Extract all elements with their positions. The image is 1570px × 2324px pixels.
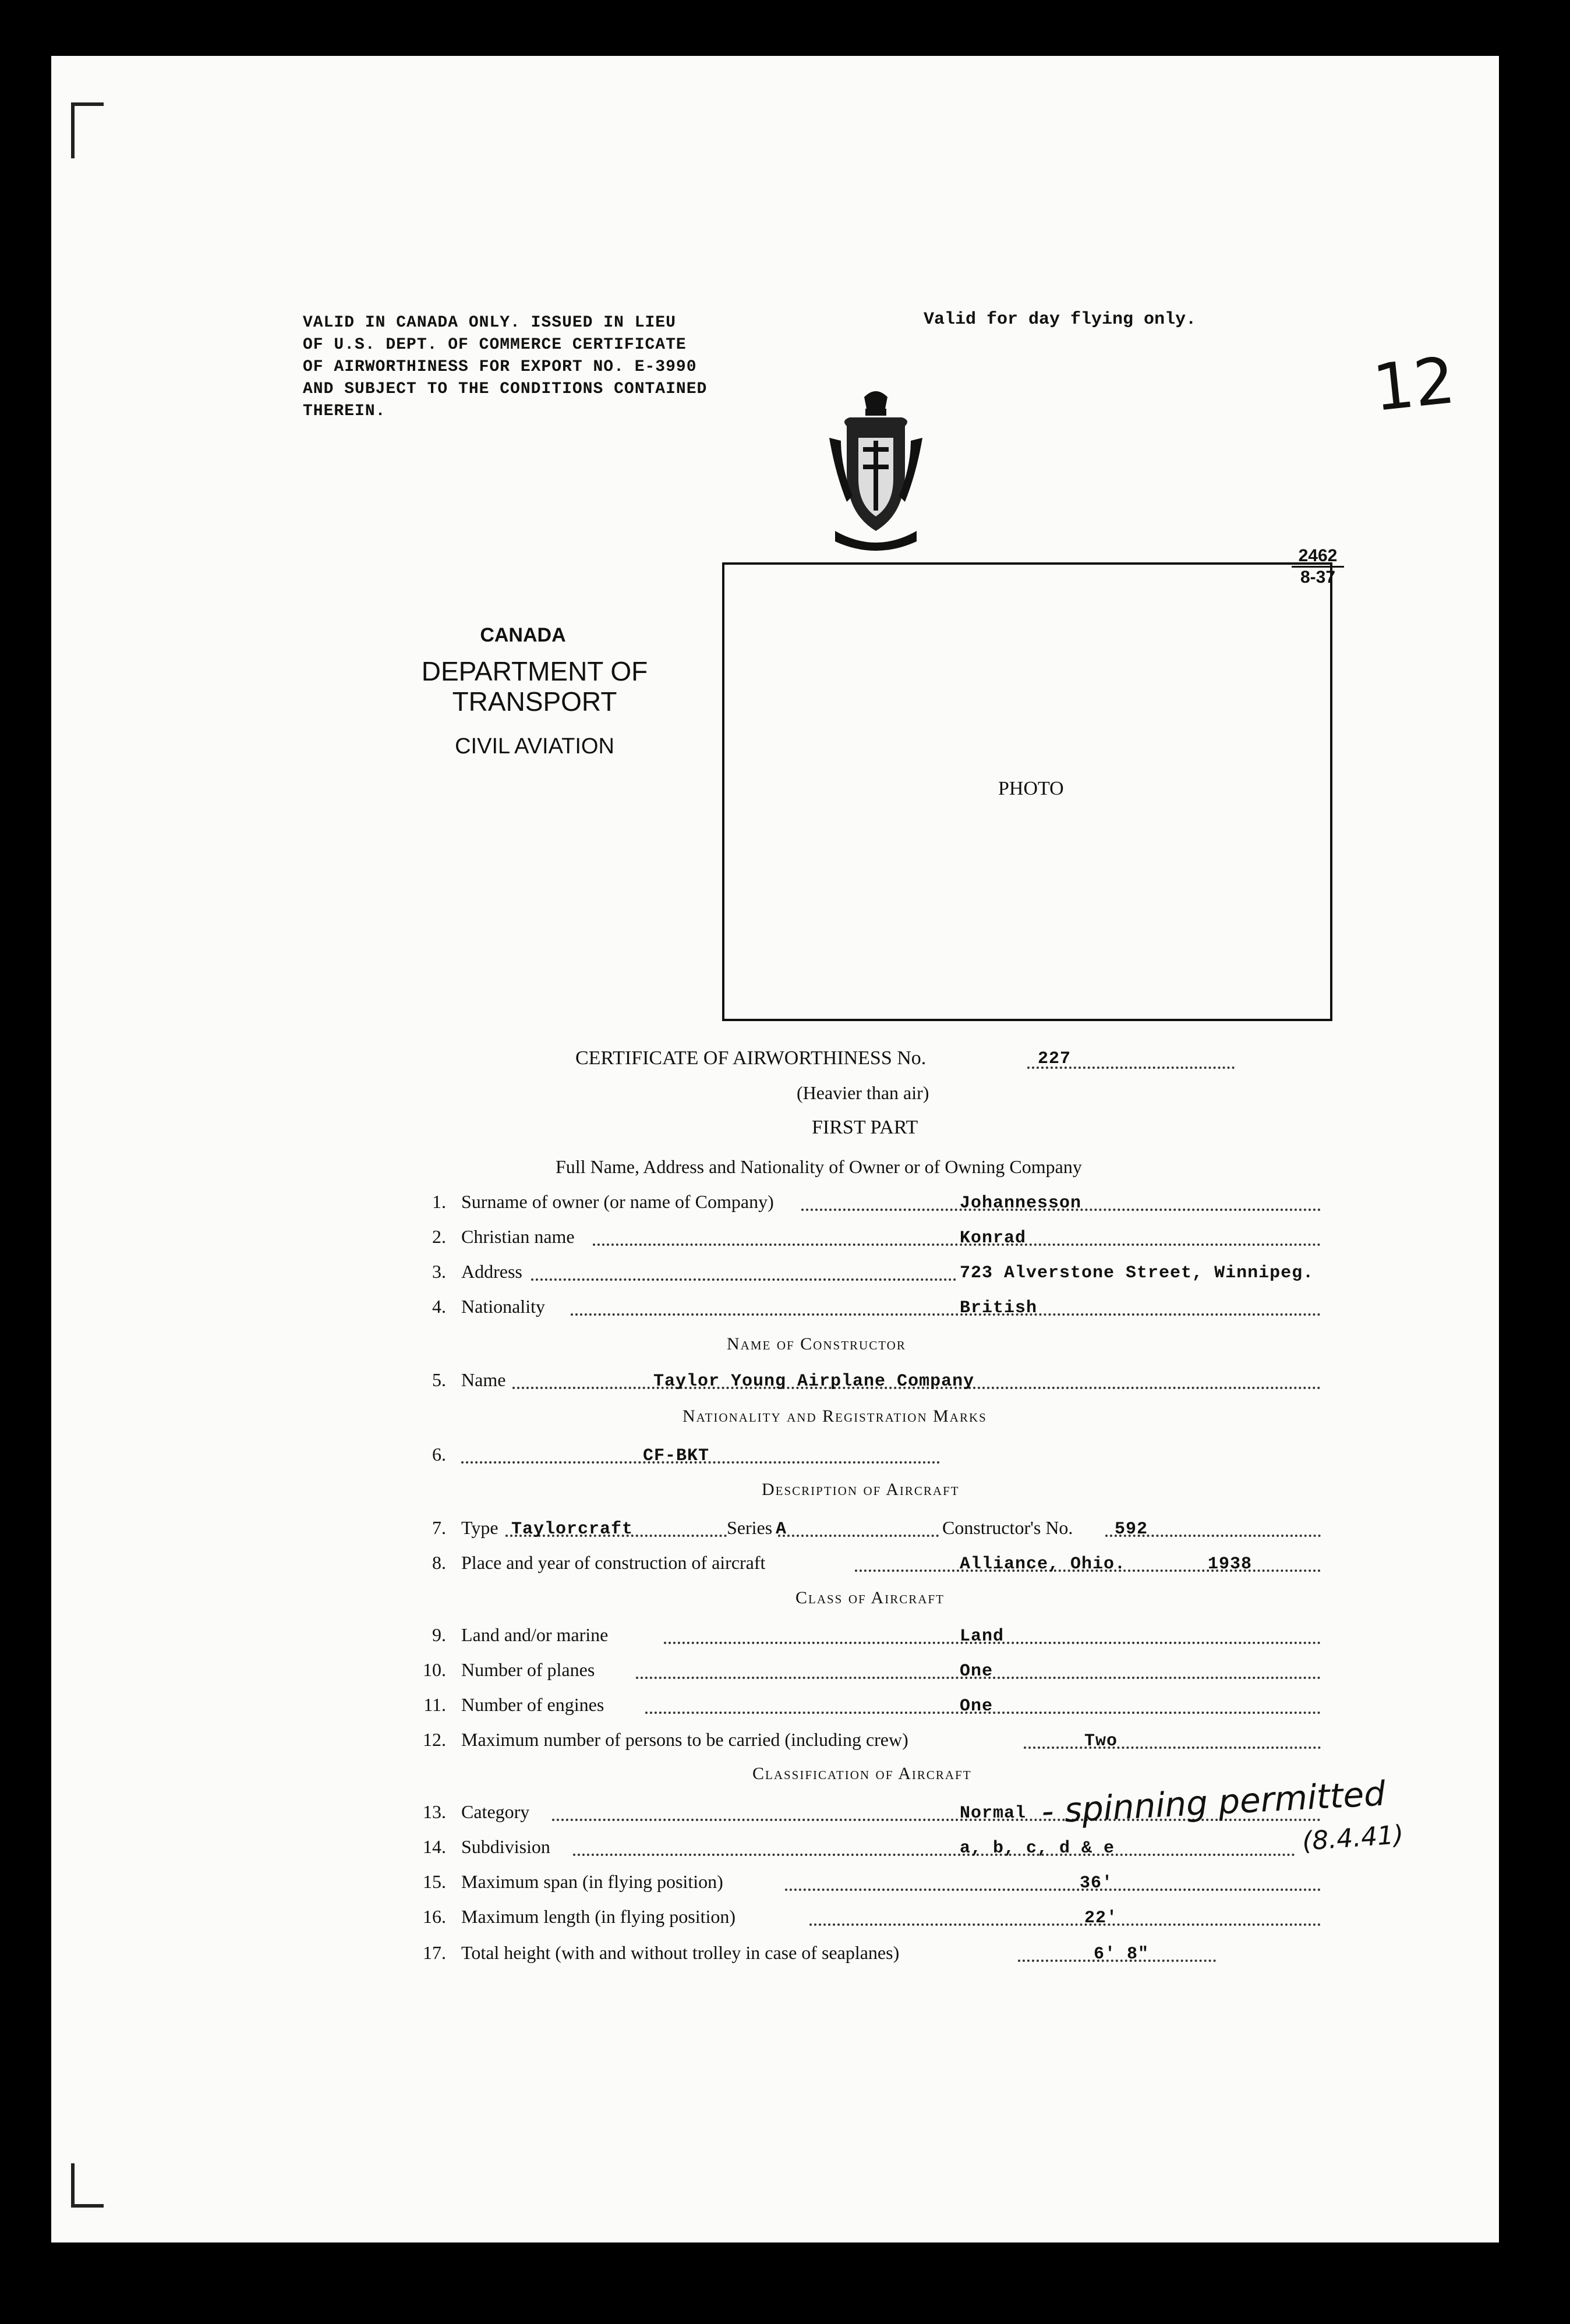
photo-label: PHOTO <box>998 778 1064 799</box>
row-number: 3. <box>432 1261 446 1282</box>
description-heading: Description of Aircraft <box>762 1480 960 1499</box>
engines-label: Number of engines <box>461 1694 604 1715</box>
category-label: Category <box>461 1801 530 1822</box>
row-number: 6. <box>432 1444 446 1465</box>
certificate-number-dots <box>1027 1067 1235 1069</box>
address-label: Address <box>461 1261 522 1282</box>
form-no: 2462 <box>1292 546 1344 568</box>
part-heading: FIRST PART <box>812 1117 918 1138</box>
subdivision-label: Subdivision <box>461 1836 550 1857</box>
owner-heading: Full Name, Address and Nationality of Owner or of Owning Company <box>556 1156 1082 1177</box>
place-year-label: Place and year of construction of aircraft <box>461 1552 766 1573</box>
coat-of-arms-emblem <box>823 385 928 560</box>
class-heading: Class of Aircraft <box>795 1588 945 1607</box>
series-label: Series <box>727 1517 773 1538</box>
day-flying-note: Valid for day flying only. <box>924 310 1197 330</box>
row-number: 7. <box>432 1517 446 1538</box>
height-label: Total height (with and without trolley in case of seaplanes) <box>461 1942 900 1963</box>
row-number: 5. <box>432 1369 446 1390</box>
length-label: Maximum length (in flying position) <box>461 1906 736 1927</box>
certificate-number: 227 <box>1038 1049 1072 1069</box>
row-number: 16. <box>423 1906 446 1927</box>
land-marine-value: Land <box>960 1627 1005 1646</box>
land-marine-label: Land and/or marine <box>461 1624 609 1645</box>
constructor-name-label: Name <box>461 1369 506 1390</box>
span-label: Maximum span (in flying position) <box>461 1871 723 1892</box>
constructor-heading: Name of Constructor <box>727 1334 906 1354</box>
page-mark: 12 <box>1369 343 1459 426</box>
validity-note: VALID IN CANADA ONLY. ISSUED IN LIEU OF U.S. DEPT. OF COMMERCE CERTIFICATE OF AIRWORTHINESS FOR EXPORT NO. E-3990 AND SUBJECT TO THE CONDITIONS CONTAINED THEREIN. <box>303 314 708 420</box>
constructor-no-label: Constructor's No. <box>942 1517 1073 1538</box>
dotted-line <box>571 1313 1321 1316</box>
crop-mark-top-left <box>71 102 104 158</box>
dotted-line <box>1024 1746 1321 1749</box>
christian-name-value: Konrad <box>960 1228 1027 1248</box>
certificate-title: CERTIFICATE OF AIRWORTHINESS No. <box>575 1047 927 1069</box>
classification-heading: Classification of Aircraft <box>752 1764 972 1783</box>
registration-marks-value: CF-BKT <box>643 1446 710 1466</box>
place-value: Alliance, Ohio. <box>960 1554 1126 1574</box>
dotted-line <box>531 1278 956 1281</box>
nationality-label: Nationality <box>461 1296 545 1317</box>
row-number: 14. <box>423 1836 446 1857</box>
row-number: 11. <box>423 1694 446 1715</box>
row-number: 1. <box>432 1191 446 1212</box>
planes-value: One <box>960 1661 993 1681</box>
row-number: 17. <box>423 1942 446 1963</box>
series-value: A <box>776 1519 787 1539</box>
photo-box <box>722 562 1332 1021</box>
dotted-line <box>778 1535 939 1537</box>
registration-heading: Nationality and Registration Marks <box>683 1407 987 1426</box>
owner-surname-value: Johannesson <box>960 1193 1082 1213</box>
constructor-no-value: 592 <box>1115 1519 1148 1539</box>
crop-mark-bottom-left <box>71 2163 104 2208</box>
country-label: CANADA <box>480 624 566 646</box>
length-value: 22' <box>1084 1908 1118 1928</box>
department-block <box>412 624 657 759</box>
document-sheet <box>51 56 1499 2242</box>
form-date: 8-37 <box>1300 568 1336 587</box>
year-value: 1938 <box>1208 1554 1253 1574</box>
span-value: 36' <box>1080 1873 1113 1893</box>
row-number: 9. <box>432 1624 446 1645</box>
subdivision-value: a, b, c, d & e <box>960 1838 1115 1858</box>
department-line-2: TRANSPORT <box>452 686 617 717</box>
row-number: 13. <box>423 1801 446 1822</box>
category-value: Normal <box>960 1804 1027 1823</box>
height-value: 6' 8" <box>1094 1944 1150 1964</box>
department-line-1: DEPARTMENT OF <box>421 656 648 686</box>
row-number: 12. <box>423 1729 446 1750</box>
row-number: 4. <box>432 1296 446 1317</box>
row-number: 10. <box>423 1659 446 1680</box>
handwritten-date: (8.4.41) <box>1301 1819 1405 1857</box>
dotted-line <box>593 1244 1321 1246</box>
nationality-value: British <box>960 1298 1038 1318</box>
type-label: Type <box>461 1517 498 1538</box>
row-number: 2. <box>432 1226 446 1247</box>
dotted-line <box>785 1889 1321 1891</box>
row-number: 8. <box>432 1552 446 1573</box>
certificate-subtitle: (Heavier than air) <box>797 1082 929 1103</box>
dotted-line <box>809 1923 1321 1926</box>
department-line-3: CIVIL AVIATION <box>455 734 614 759</box>
row-number: 15. <box>423 1871 446 1892</box>
dotted-line <box>573 1854 1295 1856</box>
planes-label: Number of planes <box>461 1659 595 1680</box>
persons-label: Maximum number of persons to be carried (including crew) <box>461 1729 908 1750</box>
owner-surname-label: Surname of owner (or name of Company) <box>461 1191 774 1212</box>
engines-value: One <box>960 1696 993 1716</box>
address-value: 723 Alverstone Street, Winnipeg. <box>960 1263 1314 1283</box>
constructor-name-value: Taylor Young Airplane Company <box>653 1372 975 1391</box>
christian-name-label: Christian name <box>461 1226 575 1247</box>
type-value: Taylorcraft <box>511 1519 634 1539</box>
handwritten-note: - spinning permitted <box>1040 1773 1387 1831</box>
persons-value: Two <box>1084 1731 1118 1751</box>
